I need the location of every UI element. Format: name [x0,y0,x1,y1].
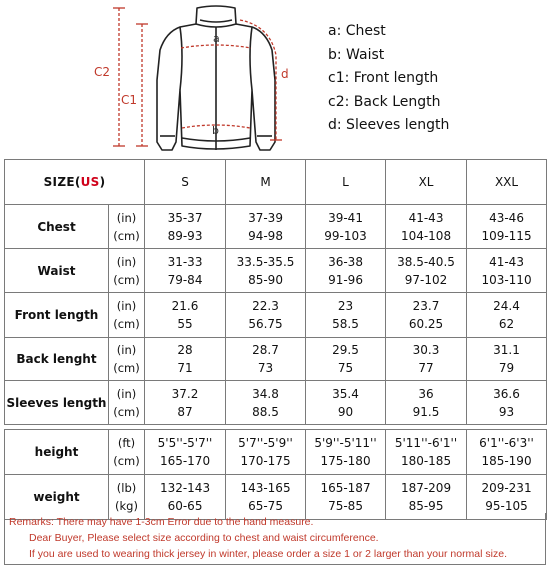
value-primary: 21.6 [171,299,199,313]
unit-label: (in) [116,299,137,313]
unit-label: (kg) [115,499,138,513]
legend-sleeves-length: d: Sleeves length [328,117,450,133]
value-primary: 143-165 [240,481,291,495]
value-metric: 170-175 [240,454,291,468]
value-primary: 35.4 [332,386,359,401]
row-label: Front length [5,293,109,338]
unit-label: (cm) [113,272,140,287]
value-cell [386,338,467,381]
value-cell [467,249,547,293]
size-header-m: M [226,160,306,205]
value-cell [386,249,467,293]
unit-label: (cm) [113,228,140,243]
measurement-legend [328,20,449,138]
value-cell [145,249,226,293]
unit-label: (cm) [113,454,140,468]
value-cell [386,381,467,425]
value-cell [386,430,467,475]
value-primary: 209-231 [481,481,532,495]
unit-label: (in) [116,343,137,357]
value-cell [145,338,226,381]
value-cell [306,249,386,293]
value-metric: 79 [498,361,515,375]
value-metric: 85-95 [408,499,444,513]
value-metric: 65-75 [248,499,283,513]
size-header-xxl: XXL [467,160,547,205]
unit-cell [109,338,145,381]
value-metric: 99-103 [324,228,367,243]
value-metric: 185-190 [481,454,532,468]
remark-line-3: If you are used to wearing thick jersey in winter, please order a size 1 or 2 larger than your normal size. [29,548,507,560]
size-unit-us: US [80,175,100,189]
value-cell [467,338,547,381]
value-cell [145,381,226,425]
value-primary: 35-37 [167,210,203,225]
unit-label: (cm) [113,317,140,331]
value-primary: 36 [418,386,434,401]
row-label: Back lenght [5,338,109,381]
value-metric: 89-93 [167,228,203,243]
value-primary: 31.1 [493,343,520,357]
value-metric: 91.5 [412,404,440,419]
value-metric: 97-102 [404,272,448,287]
value-cell [386,293,467,338]
value-primary: 5'5''-5'7'' [157,436,213,450]
value-cell [226,381,306,425]
table-row [5,205,547,249]
table-row [5,249,547,293]
value-primary: 29.5 [332,343,359,357]
unit-cell [109,205,145,249]
unit-label: (in) [116,210,137,225]
value-primary: 22.3 [252,299,279,313]
value-primary: 36-38 [328,254,363,269]
value-cell [226,293,306,338]
row-label: Waist [5,249,109,293]
value-cell [226,249,306,293]
value-primary: 38.5-40.5 [397,254,455,269]
value-metric: 55 [177,317,193,331]
size-header-xl: XL [386,160,467,205]
value-primary: 28 [177,343,193,357]
unit-label: (cm) [113,404,140,419]
value-metric: 103-110 [481,272,532,287]
size-chart-table [4,159,547,520]
value-cell [306,205,386,249]
value-primary: 37.2 [171,386,199,401]
value-cell [306,381,386,425]
value-metric: 85-90 [248,272,283,287]
size-header-l: L [306,160,386,205]
value-metric: 73 [257,361,274,375]
unit-label: (ft) [117,436,136,450]
value-primary: 37-39 [248,210,283,225]
value-primary: 41-43 [489,254,524,269]
value-cell [145,430,226,475]
value-cell [467,205,547,249]
value-primary: 5'9''-5'11'' [314,436,377,450]
value-metric: 91-96 [328,272,363,287]
value-primary: 5'7''-5'9'' [238,436,293,450]
value-metric: 165-170 [159,454,211,468]
unit-cell [109,430,145,475]
value-primary: 24.4 [493,299,520,313]
row-label: Sleeves length [5,381,109,425]
value-cell [145,293,226,338]
value-metric: 93 [498,404,515,419]
remarks-box [4,513,546,565]
value-metric: 175-180 [320,454,371,468]
value-metric: 79-84 [167,272,203,287]
value-cell [306,338,386,381]
label-a: a [213,32,220,45]
size-title: SIZE(US) [5,160,145,205]
value-cell [306,430,386,475]
value-primary: 6'1''-6'3'' [479,436,534,450]
row-label: height [5,430,109,475]
value-primary: 30.3 [412,343,440,357]
value-primary: 187-209 [400,481,452,495]
legend-back-length: c2: Back Length [328,93,441,110]
value-metric: 60.25 [408,317,444,331]
table-row [5,430,547,475]
value-metric: 75-85 [328,499,363,513]
value-primary: 41-43 [408,210,444,225]
value-metric: 95-105 [485,499,528,513]
value-metric: 104-108 [400,228,452,243]
value-metric: 94-98 [248,228,283,243]
value-primary: 5'11''-6'1'' [394,436,458,450]
table-row [5,381,547,425]
row-label: Chest [5,205,109,249]
value-cell [145,205,226,249]
value-cell [386,205,467,249]
value-primary: 39-41 [328,210,363,225]
table-row [5,338,547,381]
value-metric: 90 [337,404,354,419]
value-metric: 58.5 [332,317,359,331]
value-cell [226,430,306,475]
value-primary: 43-46 [489,210,524,225]
value-cell [467,293,547,338]
jacket-diagram [0,0,550,158]
value-primary: 165-187 [320,481,371,495]
value-primary: 28.7 [252,343,279,357]
value-metric: 77 [418,361,434,375]
value-primary: 23 [337,299,354,313]
value-primary: 34.8 [252,386,279,401]
label-b: b [212,124,219,137]
unit-label: (in) [116,386,137,401]
value-cell [306,293,386,338]
row-label: weight [5,475,109,520]
unit-cell [109,293,145,338]
value-metric: 56.75 [248,317,283,331]
value-cell [226,205,306,249]
value-primary: 33.5-35.5 [236,254,295,269]
measure-labels [94,32,289,137]
value-metric: 60-65 [167,499,203,513]
legend-front-length: c1: Front length [328,70,439,86]
unit-cell [109,249,145,293]
legend-waist: b: Waist [328,46,385,63]
label-c2: C2 [94,65,111,79]
value-cell [226,338,306,381]
label-c1: C1 [121,93,138,107]
unit-label: (cm) [113,361,140,375]
size-header-s: S [145,160,226,205]
value-primary: 36.6 [493,386,520,401]
value-primary: 132-143 [159,481,211,495]
sleeve-length-line [240,20,276,140]
value-metric: 75 [337,361,354,375]
unit-label: (lb) [116,481,137,495]
size-header-row [5,160,547,205]
value-cell [467,430,547,475]
table-row [5,293,547,338]
unit-cell [109,381,145,425]
value-metric: 87 [177,404,193,419]
value-metric: 109-115 [481,228,532,243]
value-primary: 31-33 [167,254,203,269]
label-d: d [281,67,289,81]
remark-line-2: Dear Buyer, Please select size according to chest and waist circumference. [29,532,379,544]
value-metric: 71 [177,361,193,375]
value-primary: 23.7 [412,299,440,313]
unit-label: (in) [116,254,137,269]
value-metric: 180-185 [400,454,452,468]
remark-line-1: Remarks: There may have 1-3cm Error due to the hand measure. [9,516,314,528]
value-cell [467,381,547,425]
value-metric: 62 [498,317,515,331]
legend-chest: a: Chest [328,23,386,39]
value-metric: 88.5 [252,404,279,419]
